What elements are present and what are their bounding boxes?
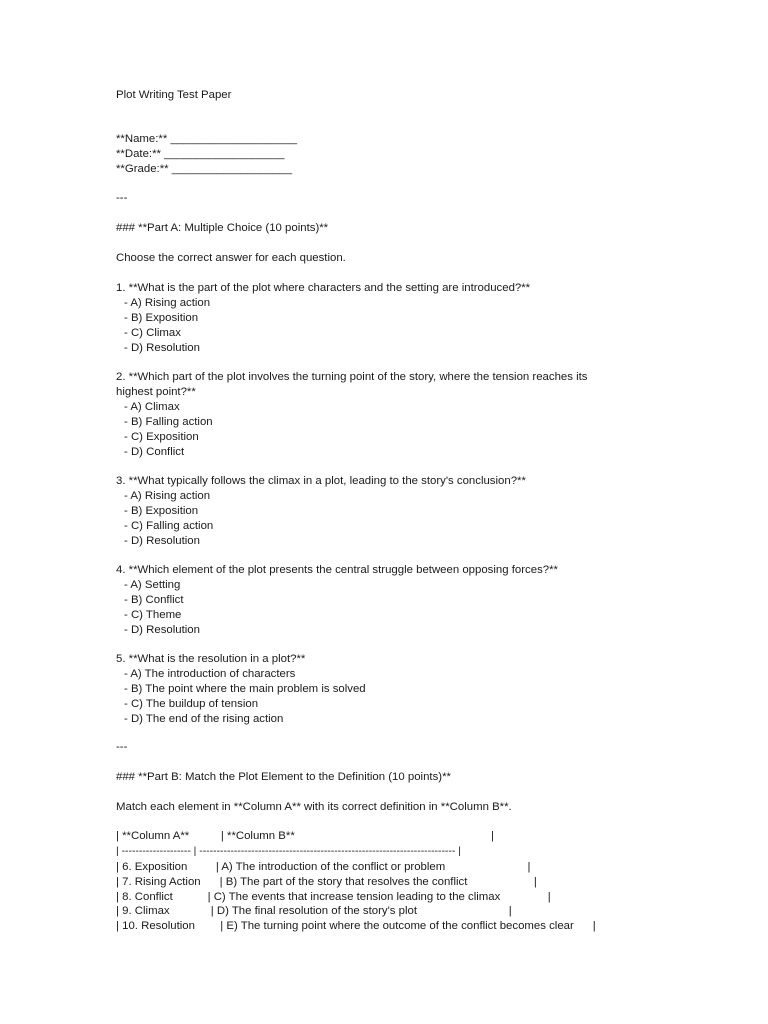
q5-option-c: - C) The buildup of tension [124,698,259,710]
grade-field: **Grade:** ___________________ [116,163,293,175]
question-3: 3. **What typically follows the climax in a plot, leading to the story's conclusion?** [116,475,526,487]
q4-option-d: - D) Resolution [124,624,200,636]
q3-option-b: - B) Exposition [124,505,199,517]
q5-option-b: - B) The point where the main problem is solved [124,683,366,695]
question-4: 4. **Which element of the plot presents the central struggle between opposing forces?** [116,564,558,576]
q3-option-d: - D) Resolution [124,535,200,547]
table-row: | 7. Rising Action | B) The part of the story that resolves the conflict | [116,876,537,888]
q1-option-d: - D) Resolution [124,342,200,354]
table-separator-row: | -------------------- | -------------------------------------------------------------------------- | [116,846,461,857]
part-a-heading: ### **Part A: Multiple Choice (10 points)** [116,222,329,234]
document-title: Plot Writing Test Paper [116,89,232,101]
q3-option-a: - A) Rising action [124,490,211,502]
table-row: | 9. Climax | D) The final resolution of the story's plot | [116,905,512,917]
q4-option-a: - A) Setting [124,579,181,591]
table-row: | 6. Exposition | A) The introduction of the conflict or problem | [116,861,531,873]
q1-option-c: - C) Climax [124,327,181,339]
question-2: 2. **Which part of the plot involves the turning point of the story, where the tension reaches its [116,371,588,383]
q1-option-a: - A) Rising action [124,297,211,309]
table-row: | 10. Resolution | E) The turning point where the outcome of the conflict becomes clear | [116,920,596,932]
question-1: 1. **What is the part of the plot where characters and the setting are introduced?** [116,282,531,294]
part-a-instructions: Choose the correct answer for each question. [116,252,346,264]
question-5: 5. **What is the resolution in a plot?** [116,653,306,665]
part-b-heading: ### **Part B: Match the Plot Element to the Definition (10 points)** [116,771,451,783]
date-field: **Date:** ___________________ [116,148,285,160]
q2-option-c: - C) Exposition [124,431,199,443]
table-header-row: | **Column A** | **Column B** | [116,830,494,842]
q4-option-b: - B) Conflict [124,594,184,606]
part-b-instructions: Match each element in **Column A** with its correct definition in **Column B**. [116,801,512,813]
divider-2: --- [116,741,128,753]
question-2-cont: highest point?** [116,386,196,398]
name-field: **Name:** ____________________ [116,133,298,145]
table-row: | 8. Conflict | C) The events that increase tension leading to the climax | [116,891,551,903]
q4-option-c: - C) Theme [124,609,182,621]
q3-option-c: - C) Falling action [124,520,214,532]
q5-option-a: - A) The introduction of characters [124,668,296,680]
q1-option-b: - B) Exposition [124,312,199,324]
divider: --- [116,192,128,204]
q2-option-a: - A) Climax [124,401,180,413]
q5-option-d: - D) The end of the rising action [124,713,284,725]
q2-option-d: - D) Conflict [124,446,185,458]
q2-option-b: - B) Falling action [124,416,213,428]
